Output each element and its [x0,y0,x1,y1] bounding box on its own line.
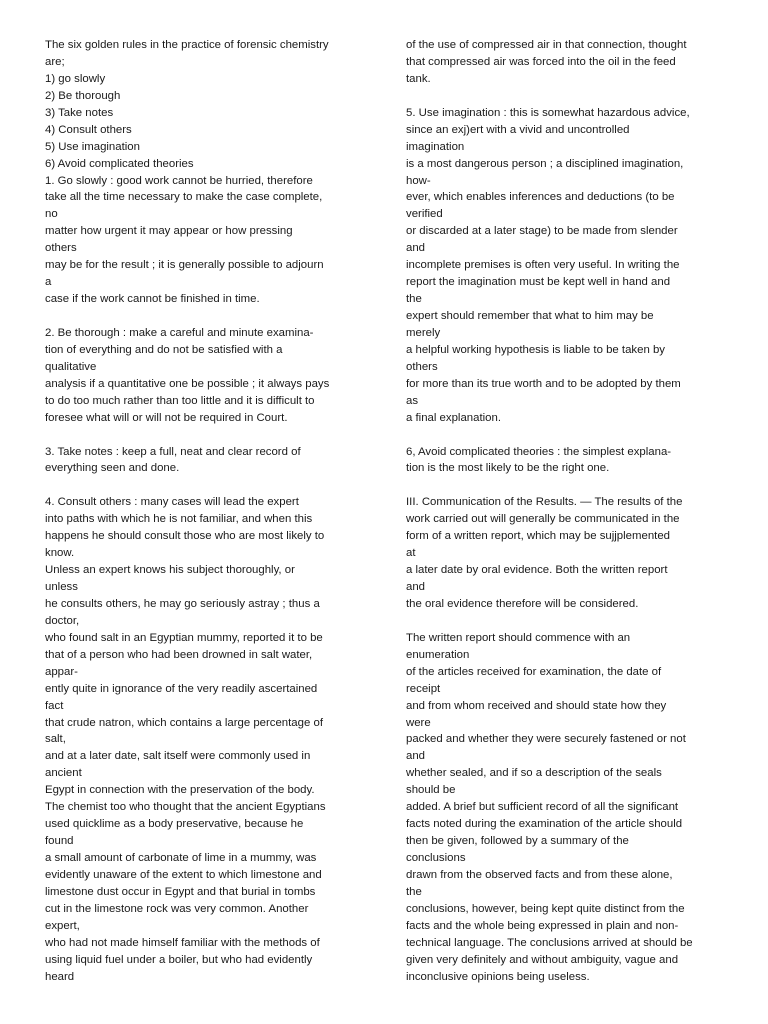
text-line: evidently unaware of the extent to which limestone and [45,868,322,881]
text-line: a [45,276,52,289]
text-line: using liquid fuel under a boiler, but who had evidently [45,953,313,966]
text-line: who found salt in an Egyptian mummy, reported it to be [45,631,323,644]
text-line: the oral evidence therefore will be considered. [406,597,639,610]
text-line: doctor, [45,614,80,627]
paragraph-gap [406,613,736,630]
text-line: III. Communication of the Results. — The results of the [406,496,683,509]
text-line: a later date by oral evidence. Both the written report [406,564,668,577]
text-line: unless [45,581,78,593]
text-line: 4) Consult others [45,123,132,136]
text-line: given very definitely and without ambiguity, vague and [406,953,679,966]
text-line: who had not made himself familiar with the methods of [45,936,320,949]
text-line: incomplete premises is often very useful. In writing the [406,259,680,272]
text-line: 3) Take notes [45,106,114,119]
text-line: others [406,360,438,373]
text-line: 1) go slowly [45,72,106,85]
text-line: 2. Be thorough : make a careful and minute examina- [45,326,314,339]
text-line: case if the work cannot be finished in time. [45,293,260,306]
text-line: a small amount of carbonate of lime in a mummy, was [45,852,317,864]
text-line: and [406,242,426,255]
text-line: of the use of compressed air in that connection, thought [406,39,687,51]
paragraph-gap [406,477,736,494]
text-line: for more than its true worth and to be adopted by them [406,377,681,390]
text-line: expert, [45,919,80,932]
text-line: of the articles received for examination, the date of [406,665,662,678]
text-line: matter how urgent it may appear or how pressing [45,225,293,238]
text-line: analysis if a quantitative one be possible ; it always pays [45,377,330,390]
text-line: enumeration [406,648,470,661]
text-line: salt, [45,733,66,746]
text-line: qualitative [45,360,97,373]
text-line: report the imagination must be kept well in hand and [406,276,671,289]
text-line: that of a person who had been drowned in salt water, [45,648,313,661]
text-line: everything seen and done. [45,462,180,475]
text-line: 4. Consult others : many cases will lead the expert [45,496,299,509]
text-line: drawn from the observed facts and from these alone, [406,868,673,881]
text-line: to do too much rather than too little and it is difficult to [45,394,315,407]
paragraph-gap [45,308,375,325]
text-line: fact [45,699,64,712]
text-line: is a most dangerous person ; a disciplined imagination, [406,157,684,170]
text-line: merely [406,326,441,339]
text-line: 3. Take notes : keep a full, neat and clear record of [45,445,301,458]
text-line: appar- [45,665,78,678]
text-line: no [45,208,58,221]
text-line: others [45,242,77,255]
text-line: packed and whether they were securely fastened or not [406,733,686,746]
text-line: and at a later date, salt itself were commonly used in [45,750,311,763]
text-line: how- [406,174,431,187]
text-line: technical language. The conclusions arrived at should be [406,936,693,949]
text-line: imagination [406,140,465,153]
text-line: since an exj)ert with a vivid and uncontrolled [406,123,630,136]
text-line: conclusions [406,852,466,864]
text-line: The chemist too who thought that the ancient Egyptians [45,801,326,814]
text-line: or discarded at a later stage) to be made from slender [406,225,678,238]
paragraph-gap [45,427,375,444]
text-line: then be given, followed by a summary of the [406,835,629,848]
text-line: ancient [45,767,82,780]
text-line: ever, which enables inferences and deductions (to be [406,191,675,204]
text-line: tion is the most likely to be the right one. [406,462,610,475]
text-line: he consults others, he may go seriously astray ; thus a [45,597,320,610]
text-line: 5) Use imagination [45,140,140,153]
text-line: foresee what will or will not be required in Court. [45,411,288,424]
text-line: should be [406,784,456,797]
text-line: 2) Be thorough [45,89,121,102]
text-line: heard [45,970,75,983]
text-line: The written report should commence with an [406,631,631,644]
text-line: 1. Go slowly : good work cannot be hurried, therefore [45,174,313,187]
text-line: a helpful working hypothesis is liable to be taken by [406,343,665,356]
text-line: and [406,750,426,763]
text-line: happens he should consult those who are most likely to [45,530,325,543]
paragraph-gap [45,477,375,494]
text-line: limestone dust occur in Egypt and that burial in tombs [45,885,316,898]
text-line: 6) Avoid complicated theories [45,157,194,170]
left-text-column [45,37,375,986]
right-text-column [406,37,736,986]
text-line: found [45,835,74,848]
text-line: were [406,716,431,729]
text-line: and from whom received and should state how they [406,699,667,712]
text-line: and [406,581,426,593]
text-line: a final explanation. [406,411,501,424]
text-line: Egypt in connection with the preservation of the body. [45,784,315,797]
text-line: 6, Avoid complicated theories : the simplest explana- [406,445,672,458]
text-line: The six golden rules in the practice of forensic chemistry [45,39,329,51]
text-line: conclusions, however, being kept quite distinct from the [406,902,685,915]
text-line: tion of everything and do not be satisfied with a [45,343,283,356]
text-line: work carried out will generally be communicated in the [406,513,680,526]
text-line: cut in the limestone rock was very common. Another [45,902,309,915]
text-line: ently quite in ignorance of the very readily ascertained [45,682,318,695]
paragraph-gap [406,88,736,105]
text-line: take all the time necessary to make the case complete, [45,191,323,204]
text-line: form of a written report, which may be sujjplemented [406,530,670,543]
text-line: at [406,547,416,560]
text-line: that crude natron, which contains a large percentage of [45,716,323,729]
paragraph-gap [406,427,736,444]
text-line: the [406,293,422,306]
text-line: added. A brief but sufficient record of all the significant [406,801,679,814]
text-line: receipt [406,682,441,695]
text-line: used quicklime as a body preservative, because he [45,818,304,831]
text-line: facts and the whole being expressed in plain and non- [406,919,679,932]
text-line: Unless an expert knows his subject thoroughly, or [45,564,295,577]
text-line: expert should remember that what to him may be [406,310,654,322]
text-line: that compressed air was forced into the oil in the feed [406,55,676,68]
text-line: know. [45,547,75,560]
text-line: facts noted during the examination of the article should [406,818,683,831]
text-line: may be for the result ; it is generally possible to adjourn [45,259,324,272]
text-line: whether sealed, and if so a description of the seals [406,767,662,780]
text-line: verified [406,208,443,221]
text-line: into paths with which he is not familiar, and when this [45,513,313,526]
text-line: as [406,394,419,407]
text-line: inconclusive opinions being useless. [406,970,590,983]
text-line: the [406,885,422,898]
text-line: tank. [406,72,431,85]
text-line: 5. Use imagination : this is somewhat hazardous advice, [406,106,690,119]
text-line: are; [45,55,65,68]
